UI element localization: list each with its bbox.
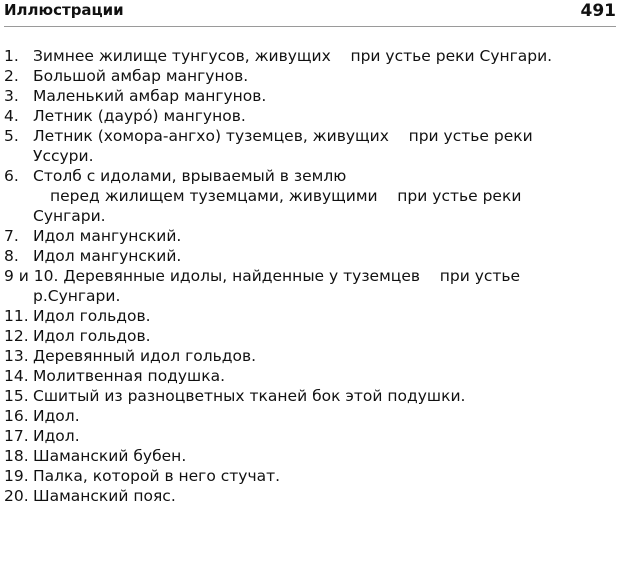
item-text: Сшитый из разноцветных тканей бок этой подушки. (33, 387, 466, 405)
item-text: Шаманский пояс. (33, 487, 176, 505)
item-text: Идол мангунский. (33, 227, 182, 245)
list-item (4, 326, 616, 346)
item-text: Летник (дауро́) мангунов. (33, 107, 246, 125)
item-number: 7. (4, 227, 19, 245)
illustration-list (4, 46, 616, 506)
item-number: 4. (4, 107, 19, 125)
item-text: Идол гольдов. (33, 327, 151, 345)
item-text: Зимнее жилище тунгусов, живущих при устье реки Сунгари. (33, 47, 553, 65)
list-item (4, 426, 616, 446)
list-item (4, 446, 616, 466)
item-number: 12. (4, 327, 29, 345)
item-text: Палка, которой в него стучат. (33, 467, 281, 485)
item-number: 15. (4, 387, 29, 405)
list-item (4, 466, 616, 486)
item-number: 8. (4, 247, 19, 265)
section-title: Иллюстрации (4, 1, 124, 19)
item-text-continuation: перед жилищем туземцами, живущими при устье реки (50, 187, 522, 205)
item-text: Идол гольдов. (33, 307, 151, 325)
list-item-continuation (4, 286, 616, 306)
list-item (4, 266, 616, 286)
item-number: 19. (4, 467, 29, 485)
item-number: 1. (4, 47, 19, 65)
item-text: Идол. (33, 407, 80, 425)
list-item (4, 126, 616, 146)
item-text-continuation: р.Сунгари. (33, 287, 121, 305)
item-number: 11. (4, 307, 29, 325)
item-text: Идол. (33, 427, 80, 445)
item-text: Столб с идолами, врываемый в землю (33, 167, 347, 185)
list-item (4, 406, 616, 426)
item-text-continuation: Уссури. (33, 147, 94, 165)
list-item (4, 486, 616, 506)
list-item-continuation (4, 146, 616, 166)
item-text: Деревянный идол гольдов. (33, 347, 257, 365)
item-number: 18. (4, 447, 29, 465)
item-number: 14. (4, 367, 29, 385)
list-item (4, 346, 616, 366)
list-item (4, 66, 616, 86)
item-number: 6. (4, 167, 19, 185)
list-item-continuation (4, 186, 616, 206)
item-number: 13. (4, 347, 29, 365)
item-number: 17. (4, 427, 29, 445)
page-header (4, 0, 616, 27)
list-item (4, 226, 616, 246)
item-number: 20. (4, 487, 29, 505)
item-text: Маленький амбар мангунов. (33, 87, 267, 105)
item-text: Молитвенная подушка. (33, 367, 226, 385)
item-number: 3. (4, 87, 19, 105)
list-item (4, 166, 616, 186)
item-number: 2. (4, 67, 19, 85)
item-number: 5. (4, 127, 19, 145)
item-text-continuation: Сунгари. (33, 207, 106, 225)
page-number: 491 (580, 1, 616, 21)
list-item-continuation (4, 206, 616, 226)
list-item (4, 386, 616, 406)
item-text: Большой амбар мангунов. (33, 67, 249, 85)
item-text: Летник (хомора-ангхо) туземцев, живущих при устье реки (33, 127, 533, 145)
item-text: Идол мангунский. (33, 247, 182, 265)
item-text: Шаманский бубен. (33, 447, 187, 465)
list-item (4, 246, 616, 266)
list-item (4, 86, 616, 106)
list-item (4, 46, 616, 66)
item-number: 16. (4, 407, 29, 425)
list-item (4, 106, 616, 126)
list-item (4, 306, 616, 326)
list-item (4, 366, 616, 386)
item-text: 9 и 10. Деревянные идолы, найденные у туземцев при устье (4, 267, 521, 285)
